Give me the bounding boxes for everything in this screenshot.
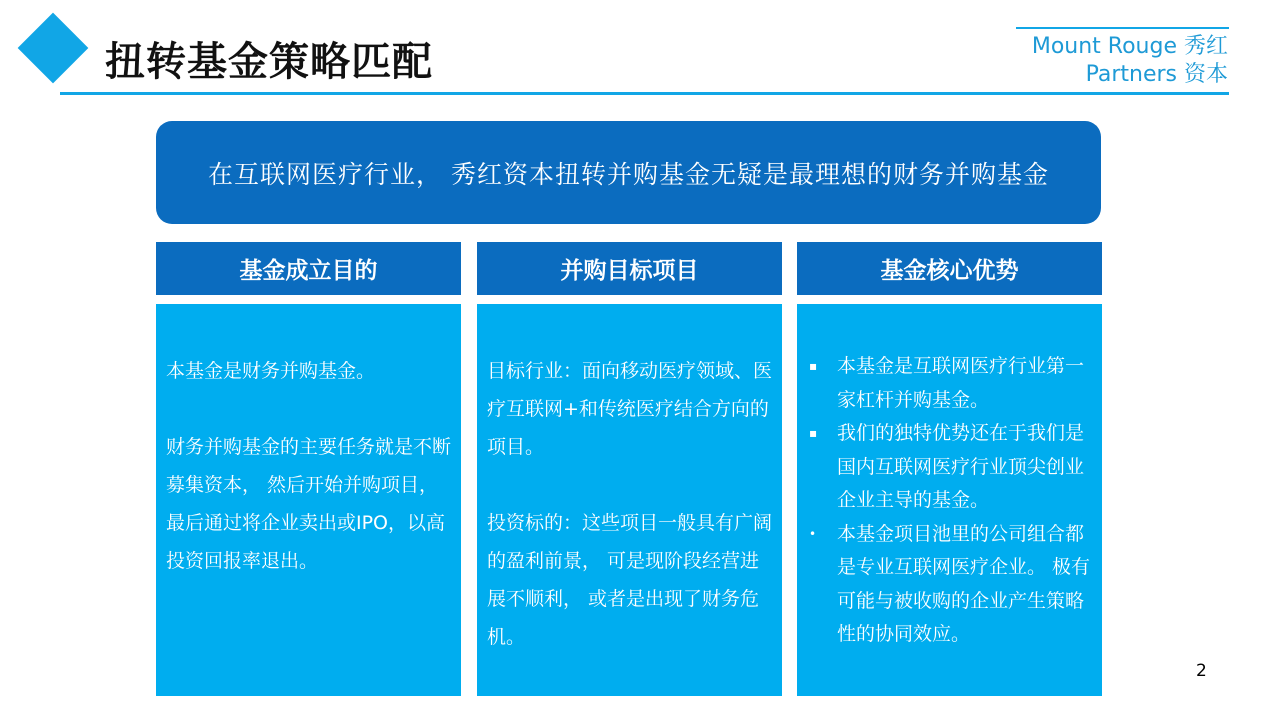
paragraph: 本基金是财务并购基金。 [166, 360, 376, 382]
column-heading-label: 基金成立目的 [239, 258, 378, 284]
diamond-icon [18, 13, 89, 84]
list-item [807, 350, 1092, 417]
bullet-icon: • [809, 526, 817, 541]
banner-text: 在互联网医疗行业， 秀红资本扭转并购基金无疑是最理想的财务并购基金 [208, 159, 1049, 189]
paragraph: 财务并购基金的主要任务就是不断募集资本， 然后开始并购项目， 最后通过将企业卖出或IPO，以高投资回报率退出。 [166, 436, 452, 572]
list-item [807, 417, 1092, 518]
list-item-text: 本基金是互联网医疗行业第一家杠杆并购基金。 [837, 355, 1085, 411]
page-title: 扭转基金策略匹配 [105, 39, 433, 85]
paragraph: 目标行业：面向移动医疗领域、医疗互联网+和传统医疗结合方向的项目。 [487, 360, 773, 458]
brand-logo-text [1032, 33, 1228, 89]
list-item [807, 518, 1092, 652]
bullet-icon: ▪ [809, 359, 818, 373]
column-heading-advantages [797, 242, 1102, 295]
brand-divider [1016, 27, 1229, 29]
column-heading-purpose [156, 242, 461, 295]
headline-banner [156, 121, 1101, 224]
column-heading-label: 基金核心优势 [880, 258, 1019, 284]
paragraph: 投资标的：这些项目一般具有广阔的盈利前景， 可是现阶段经营进展不顺利， 或者是出现了财务危机。 [487, 512, 773, 648]
brand-line-1: Mount Rouge 秀红 [1031, 34, 1228, 59]
column-body-purpose [156, 304, 461, 696]
column-body-targets [477, 304, 782, 696]
column-heading-targets [477, 242, 782, 295]
brand-line-2: Partners 资本 [1085, 62, 1228, 87]
header-divider [60, 92, 1229, 95]
list-item-text: 本基金项目池里的公司组合都是专业互联网医疗企业。 极有可能与被收购的企业产生策略性的协同效应。 [837, 522, 1091, 645]
column-body-advantages [797, 304, 1102, 696]
list-item-text: 我们的独特优势还在于我们是国内互联网医疗行业顶尖创业企业主导的基金。 [837, 422, 1085, 511]
bullet-icon: ▪ [809, 426, 818, 440]
bullet-list [807, 350, 1092, 652]
column-heading-label: 并购目标项目 [560, 258, 699, 284]
page-number: 2 [1196, 661, 1207, 681]
